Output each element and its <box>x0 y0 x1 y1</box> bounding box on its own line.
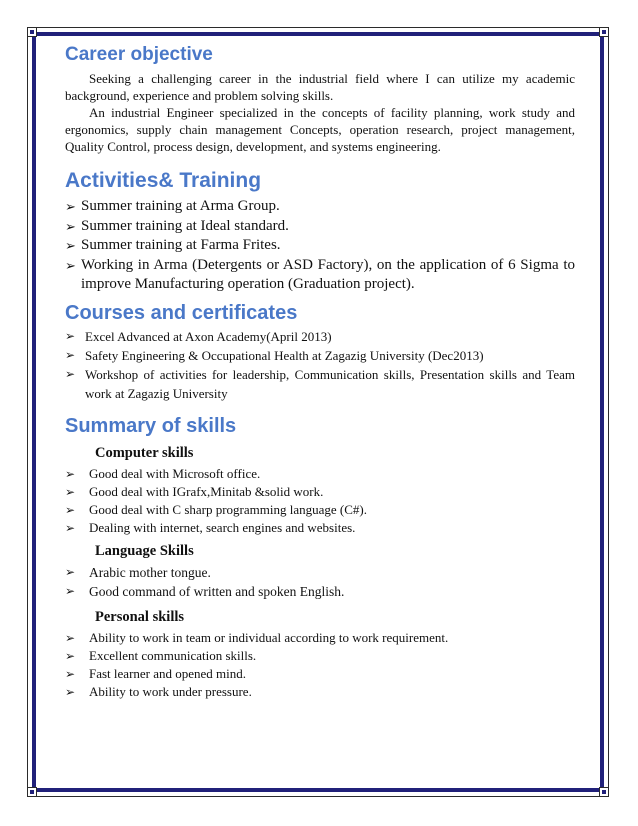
arrowhead-bullet-icon: ➢ <box>65 218 76 234</box>
list-item: ➢ Arabic mother tongue. <box>65 564 211 580</box>
arrowhead-bullet-icon: ➢ <box>65 684 76 699</box>
list-item: ➢ Summer training at Ideal standard. <box>65 217 575 237</box>
resume-content <box>65 40 575 701</box>
arrowhead-bullet-icon: ➢ <box>65 466 76 481</box>
arrowhead-bullet-icon: ➢ <box>65 199 76 214</box>
list-item: ➢ Ability to work in team or individual according to work requirement. <box>65 629 449 645</box>
list-item: ➢ Good deal with IGrafx,Minitab &solid work. <box>65 483 324 499</box>
arrowhead-bullet-icon: ➢ <box>65 583 76 598</box>
arrowhead-bullet-icon: ➢ <box>65 648 76 663</box>
list-item: ➢ Fast learner and opened mind. <box>65 665 247 681</box>
activities-training-heading: Activities& Training <box>65 169 262 192</box>
career-objective-paragraph-2: An industrial Engineer specialized in the concepts of facility planning, work study and ergonomics, supply chain management Concepts, operation research, project management, Quality Control, process design, development, and systems engineering. <box>65 105 575 154</box>
list-item: ➢ Good command of written and spoken English. <box>65 583 345 599</box>
list-item: ➢ Safety Engineering & Occupational Health at Zagazig University (Dec2013) <box>65 347 484 363</box>
arrowhead-bullet-icon: ➢ <box>65 666 76 681</box>
personal-skills-subheading: Personal skills <box>95 608 185 625</box>
list-item: ➢ Excellent communication skills. <box>65 647 257 663</box>
arrowhead-bullet-icon: ➢ <box>65 564 76 579</box>
arrowhead-bullet-icon: ➢ <box>65 484 76 499</box>
activities-list <box>65 197 575 295</box>
list-item: ➢ Summer training at Arma Group. <box>65 197 575 217</box>
list-item: ➢ Good deal with C sharp programming language (C#). <box>65 501 367 517</box>
arrowhead-bullet-icon: ➢ <box>65 366 76 381</box>
list-item: ➢ Workshop of activities for leadership, Communication skills, Presentation skills and Team work at Zagazig University <box>65 366 575 401</box>
list-item: ➢ Working in Arma (Detergents or ASD Factory), on the application of 6 Sigma to improve Manufacturing operation (Graduation project). <box>65 256 575 292</box>
career-objective-paragraph-1: Seeking a challenging career in the industrial field where I can utilize my academic background, experience and problem solving skills. <box>65 71 575 103</box>
arrowhead-bullet-icon: ➢ <box>65 238 76 253</box>
personal-skills-list <box>65 629 575 701</box>
list-item: ➢ Excel Advanced at Axon Academy(April 2013) <box>65 328 332 344</box>
list-item: ➢ Dealing with internet, search engines and websites. <box>65 519 356 535</box>
arrowhead-bullet-icon: ➢ <box>65 502 76 517</box>
computer-skills-subheading: Computer skills <box>95 444 194 461</box>
arrowhead-bullet-icon: ➢ <box>65 520 76 535</box>
arrowhead-bullet-icon: ➢ <box>65 347 76 362</box>
language-skills-subheading: Language Skills <box>95 542 194 559</box>
corner-ornament-icon <box>27 27 37 37</box>
arrowhead-bullet-icon: ➢ <box>65 257 76 273</box>
list-item: ➢ Summer training at Farma Frites. <box>65 236 575 256</box>
list-item: ➢ Good deal with Microsoft office. <box>65 465 261 481</box>
language-skills-list <box>65 563 575 601</box>
corner-ornament-icon <box>27 787 37 797</box>
list-item: ➢ Ability to work under pressure. <box>65 683 252 699</box>
arrowhead-bullet-icon: ➢ <box>65 328 76 343</box>
computer-skills-list <box>65 465 575 537</box>
corner-ornament-icon <box>599 27 609 37</box>
corner-ornament-icon <box>599 787 609 797</box>
arrowhead-bullet-icon: ➢ <box>65 630 76 645</box>
summary-skills-heading: Summary of skills <box>65 414 237 437</box>
career-objective-heading: Career objective <box>65 44 213 65</box>
courses-list <box>65 327 575 403</box>
courses-certificates-heading: Courses and certificates <box>65 301 298 324</box>
